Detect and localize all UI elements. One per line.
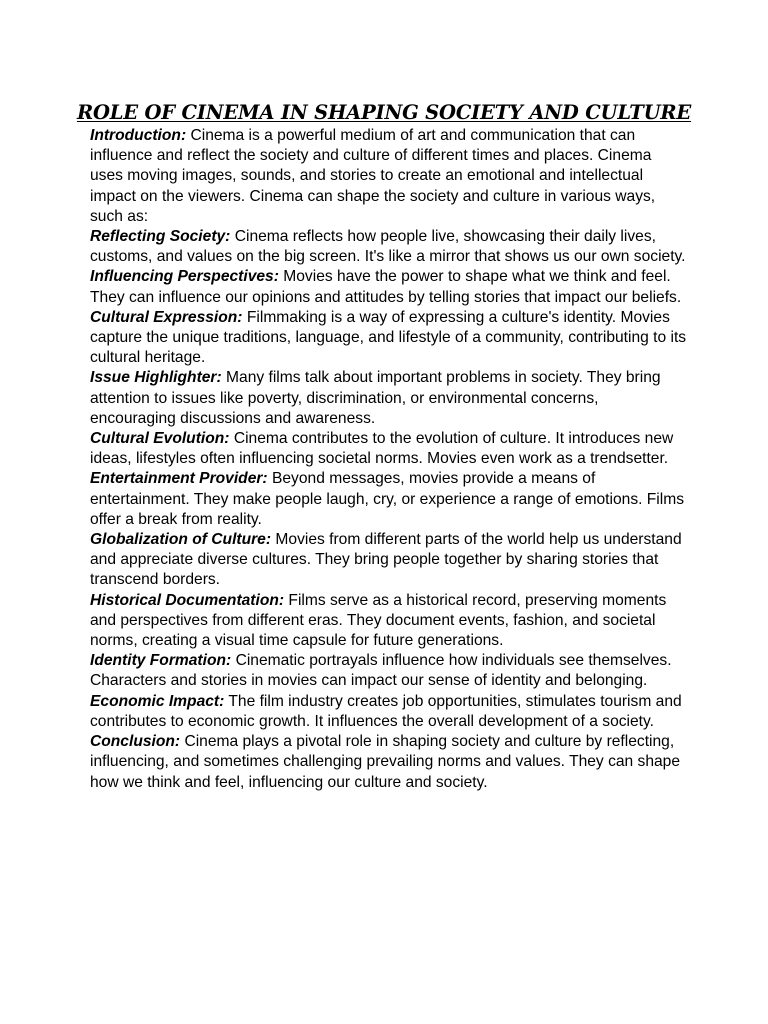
section-identity-formation — [90, 651, 688, 691]
section-heading: Historical Documentation: — [90, 591, 285, 609]
section-text: Films serve as a historical record, preserving moments and perspectives from different eras. They document events, fashion, and societal norms, creating a visual time capsule for future generations. — [90, 591, 667, 650]
section-reflecting-society — [90, 227, 688, 267]
section-text: Movies have the power to shape what we think and feel. They can influence our opinions and attitudes by telling stories that impact our beliefs. — [90, 268, 682, 306]
section-issue-highlighter — [90, 368, 688, 429]
section-heading: Entertainment Provider: — [90, 470, 268, 488]
section-text: Cinematic portrayals influence how individuals see themselves. Characters and stories in movies can impact our sense of identity and belonging. — [90, 652, 672, 690]
section-text: Cinema plays a pivotal role in shaping society and culture by reflecting, influencing, and sometimes challenging prevailing norms and values. They can shape how we think and feel, influencing our culture and society. — [90, 733, 681, 791]
section-heading: Cultural Evolution: — [90, 430, 230, 448]
section-entertainment-provider — [90, 469, 688, 530]
section-introduction — [90, 126, 688, 227]
section-heading: Introduction: — [90, 127, 187, 144]
section-text: The film industry creates job opportunities, stimulates tourism and contributes to economic growth. It influences the overall development of a society. — [90, 692, 682, 730]
section-heading: Reflecting Society: — [90, 228, 231, 246]
section-economic-impact — [90, 692, 688, 732]
section-heading: Conclusion: — [90, 733, 181, 751]
document-title: ROLE OF CINEMA IN SHAPING SOCIETY AND CULTURE — [76, 101, 692, 124]
section-globalization-of-culture — [90, 530, 688, 591]
section-text: Beyond messages, movies provide a means of entertainment. They make people laugh, cry, or experience a range of emotions. Films offer a break from reality. — [90, 470, 685, 528]
section-conclusion — [90, 732, 688, 793]
document-body — [90, 126, 688, 793]
section-historical-documentation — [90, 591, 688, 652]
section-heading: Issue Highlighter: — [90, 369, 222, 387]
section-cultural-evolution — [90, 429, 688, 469]
section-cultural-expression — [90, 308, 688, 369]
section-text: Many films talk about important problems in society. They bring attention to issues like poverty, discrimination, or environmental concerns, encouraging discussions and awareness. — [90, 369, 661, 427]
section-heading: Economic Impact: — [90, 692, 225, 710]
section-influencing-perspectives — [90, 267, 688, 307]
section-text: Cinema reflects how people live, showcasing their daily lives, customs, and values on the big screen. It's like a mirror that shows us our own society. — [90, 228, 686, 266]
section-heading: Cultural Expression: — [90, 308, 243, 326]
section-heading: Identity Formation: — [90, 652, 232, 670]
section-text: Movies from different parts of the world help us understand and appreciate diverse cultures. They bring people together by sharing stories that transcend borders. — [90, 531, 682, 589]
section-text: Cinema is a powerful medium of art and communication that can influence and reflect the society and culture of different times and places. Cinema uses moving images, sounds, and stories to create an emotional and intellectual impact on the viewers. Cinema can shape the society and culture in various ways, such as: — [90, 127, 656, 225]
section-text: Filmmaking is a way of expressing a culture's identity. Movies capture the unique traditions, language, and lifestyle of a community, contributing to its cultural heritage. — [90, 308, 687, 367]
section-heading: Globalization of Culture: — [90, 531, 272, 549]
section-text: Cinema contributes to the evolution of culture. It introduces new ideas, lifestyles often influencing societal norms. Movies even work as a trendsetter. — [90, 430, 674, 468]
section-heading: Influencing Perspectives: — [90, 268, 279, 286]
